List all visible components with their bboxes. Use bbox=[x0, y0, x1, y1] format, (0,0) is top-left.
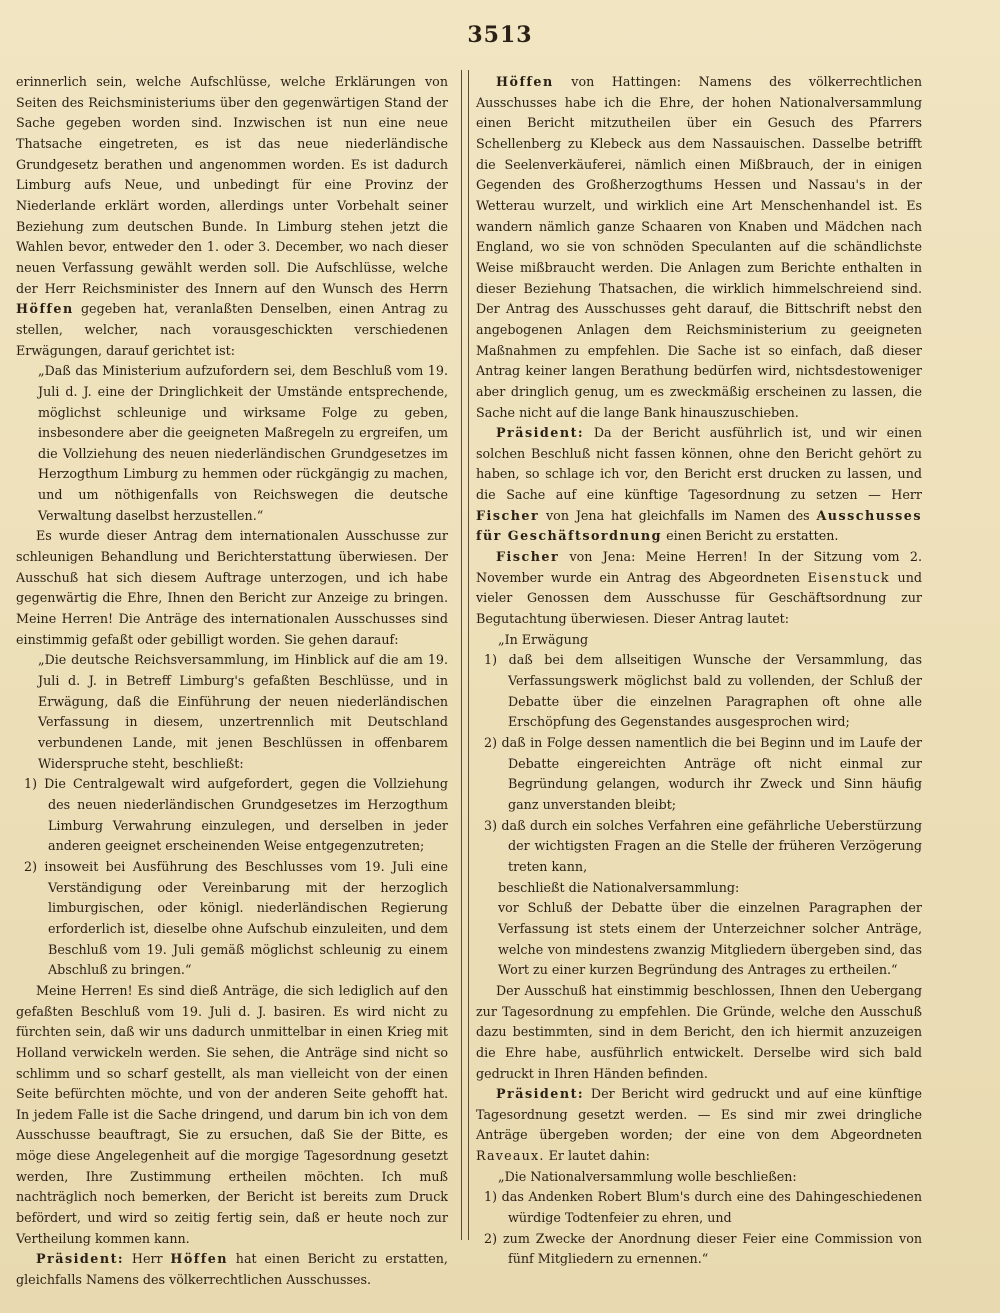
quotation: „Daß das Ministerium aufzufordern sei, dem Beschluß vom 19. Juli d. J. eine der Dringlichkeit der Umstände entsprechende, möglichst schleunige und wirksame Folge zu geben, insbesondere aber die geeigneten Maßregeln zu ergreifen, um die Vollziehung des neuen niederländischen Grundgesetzes im Herzogthum Limburg zu hemmen oder rückgängig zu machen, und um nöthigenfalls von Reichswegen die deutsche Verwaltung daselbst herzustellen.“ bbox=[38, 363, 448, 523]
list-item: 2) zum Zwecke der Anordnung dieser Feier eine Commission von fünf Mitgliedern zu ernennen.“ bbox=[484, 1230, 922, 1267]
paragraph bbox=[476, 1084, 922, 1167]
quotation: „Die deutsche Reichsversammlung, im Hinblick auf die am 19. Juli d. J. in Betreff Limburg's gefaßten Beschlüsse, und in Erwägung, daß die Einführung der neuen niederländischen Verfassung in diesem, unzertrennlich mit Deutschland verbundenen Lande, mit jenen Beschlüssen in offenbarem Widerspruche steht, beschließt: bbox=[38, 652, 448, 771]
list-item: 1) das Andenken Robert Blum's durch eine des Dahingeschiedenen würdige Todtenfeier zu ehren, und bbox=[484, 1189, 922, 1226]
deputy-name: Raveaux. bbox=[476, 1148, 545, 1164]
speaker-name: Fischer bbox=[476, 507, 540, 523]
deputy-name: Eisenstuck bbox=[807, 569, 890, 585]
text: erinnerlich sein, welche Aufschlüsse, welche Erklärungen von Seiten des Reichsministeriums über den gegenwärtigen Stand der Sache gegeben worden sind. Inzwischen ist nun eine neue Thatsache eingetreten, es ist das neue niederländische Grundgesetz berathen und angenommen worden. Es ist dadurch Limburg aufs Neue, und unbedingt für eine Provinz der Niederlande erklärt worden, allerdings unter Vorbehalt seiner Beziehung zum deutschen Bunde. In Limburg stehen jetzt die Wahlen bevor, entweder den 1. oder 3. December, wo nach dieser neuen Verfassung gewählt werden soll. Die Aufschlüsse, welche der Herr Reichsminister des Innern auf den Wunsch des Herrn bbox=[16, 74, 448, 296]
resolution-heading: beschließt die Nationalversammlung: bbox=[498, 879, 740, 895]
text: Herr bbox=[131, 1251, 163, 1267]
text: Der Bericht wird gedruckt und auf eine künftige Tagesordnung gesetzt werden. — Es sind mir zwei dringliche Anträge übergeben worden; der eine von dem Abgeordneten bbox=[476, 1086, 922, 1143]
list-item: 2) daß in Folge dessen namentlich die bei Beginn und im Laufe der Debatte eingereichten Anträge oft nicht einmal zur Begründung gelangen, wodurch ihr Zweck und Sinn häufig ganz unverstanden bleibt; bbox=[484, 735, 922, 812]
text: von Jena: Meine Herren! In der Sitzung vom 2. November wurde ein Antrag des Abgeordneten bbox=[476, 549, 922, 585]
speaker-label: Präsident: bbox=[496, 1086, 585, 1102]
right-column bbox=[476, 72, 922, 1270]
paragraph bbox=[476, 423, 922, 547]
left-column bbox=[16, 72, 448, 1291]
list-item: 2) insoweit bei Ausführung des Beschlusses vom 19. Juli eine Verständigung oder Vereinbarung mit der herzoglich limburgischen, oder königl. niederländischen Regierung erforderlich ist, dieselbe ohne Aufschub einzuleiten, und dem Beschluß vom 19. Juli gemäß möglichst schleunig zu einem Abschluß zu bringen.“ bbox=[24, 858, 448, 978]
text: von Hattingen: Namens des völkerrechtlichen Ausschusses habe ich die Ehre, der hohen Nationalversammlung einen Bericht mitzutheilen über ein Gesuch des Pfarrers Schellenberg zu Klebeck aus dem Nassauischen. Dasselbe betrifft die Seelenverkäuferei, nämlich einen Mißbrauch, der in einigen Gegenden des Großherzogthums Hessen und Nassau's in der Wetterau wurzelt, und wirklich eine Art Menschenhandel ist. Es wandern nämlich ganze Schaaren von Knaben und Mädchen nach England, wo sie von schnöden Speculanten auf die schändlichste Weise mißbraucht werden. Die Anlagen zum Berichte enthalten in dieser Beziehung Thatsachen, die wirklich himmelschreiend sind. Der Antrag des Ausschusses geht darauf, die Bittschrift nebst den angebogenen Anlagen dem Reichsministerium zu geeigneten Maßnahmen zu empfehlen. Die Sache ist so einfach, daß dieser Antrag keiner langen Berathung bedürfen wird, nichtsdestoweniger aber dringlich genug, um es zweckmäßig erscheinen zu lassen, die Sache nicht auf die lange Bank hinauszuschieben. bbox=[476, 74, 922, 420]
paragraph bbox=[16, 72, 448, 361]
quotation-heading: „In Erwägung bbox=[498, 631, 589, 647]
text: hat einen Bericht zu erstatten, gleichfalls Namens des völkerrechtlichen Ausschusses. bbox=[16, 1251, 448, 1288]
column-divider bbox=[461, 70, 469, 1240]
paragraph: Der Ausschuß hat einstimmig beschlossen, Ihnen den Uebergang zur Tagesordnung zu empfehlen. Die Gründe, welche den Ausschuß dazu bestimmten, sind in dem Bericht, den ich hiermit anzuzeigen die Ehre habe, ausführlich entwickelt. Derselbe wird sich bald gedruckt in Ihren Händen befinden. bbox=[476, 982, 922, 1081]
paragraph bbox=[476, 547, 922, 630]
list-item: 1) Die Centralgewalt wird aufgefordert, gegen die Vollziehung des neuen niederländischen Grundgesetzes im Herzogthum Limburg Verwahrung einzulegen, und derselben in jeder anderen geeignet erscheinenden Weise entgegenzutreten; bbox=[24, 776, 448, 854]
text: und vieler Genossen dem Ausschusse für Geschäftsordnung zur Begutachtung überwiesen. Dieser Antrag lautet: bbox=[476, 569, 922, 627]
speaker-name: Fischer bbox=[496, 549, 560, 565]
list-item: 1) daß bei dem allseitigen Wunsche der Versammlung, das Verfassungswerk möglichst bald zu vollenden, der Schluß der Debatte über die einzelnen Paragraphen oft ohne alle Erschöpfung des Gegenstandes ausgesprochen wird; bbox=[484, 652, 922, 730]
speaker-name: Höffen bbox=[170, 1251, 229, 1267]
text: von Jena hat gleichfalls im Namen des bbox=[546, 507, 810, 523]
text: Da der Bericht ausführlich ist, und wir einen solchen Beschluß nicht fassen können, ohne den Bericht gehört zu haben, so schlage ich vor, den Bericht erst drucken zu lassen, und die Sache auf eine künftige Tagesordnung zu setzen — Herr bbox=[476, 425, 922, 503]
speaker-name: Höffen bbox=[496, 74, 554, 89]
committee-name: Ausschusses für Geschäftsordnung bbox=[476, 507, 922, 544]
speaker-name: Höffen bbox=[16, 301, 74, 317]
speaker-label: Präsident: bbox=[496, 425, 585, 441]
list-item: 3) daß durch ein solches Verfahren eine gefährliche Ueberstürzung der wichtigsten Fragen an die Stelle der früheren Verzögerung treten kann, bbox=[484, 817, 922, 874]
paragraph: Es wurde dieser Antrag dem internationalen Ausschusse zur schleunigen Behandlung und Berichterstattung überwiesen. Der Ausschuß hat sich diesem Auftrage unterzogen, und ich habe gegenwärtig die Ehre, Ihnen den Bericht zur Anzeige zu bringen. Meine Herren! Die Anträge des internationalen Ausschusses sind einstimmig gefaßt oder gebilligt worden. Sie gehen darauf: bbox=[16, 528, 448, 647]
resolution-text: vor Schluß der Debatte über die einzelnen Paragraphen der Verfassung ist stets einem der Unterzeichner solcher Anträge, welche von mindestens zwanzig Mitgliedern übergeben sind, das Wort zu einer kurzen Begründung des Antrages zu ertheilen.“ bbox=[498, 900, 922, 978]
quotation-heading: „Die Nationalversammlung wolle beschließen: bbox=[498, 1168, 797, 1184]
paragraph bbox=[16, 1249, 448, 1290]
speaker-label: Präsident: bbox=[36, 1251, 125, 1267]
page-number: 3513 bbox=[467, 22, 533, 48]
text: Er lautet dahin: bbox=[548, 1148, 650, 1164]
text: gegeben hat, veranlaßten Denselben, einen Antrag zu stellen, welcher, nach vorausgeschickten verschiedenen Erwägungen, darauf gerichtet ist: bbox=[16, 301, 448, 358]
paragraph: Meine Herren! Es sind dieß Anträge, die sich lediglich auf den gefaßten Beschluß vom 19. Juli d. J. basiren. Es wird nicht zu fürchten sein, daß wir uns dadurch unmittelbar in einen Krieg mit Holland verwickeln werden. Sie sehen, die Anträge sind nicht so schlimm und so scharf gestellt, als man vielleicht von der einen Seite befürchten möchte, und von der anderen Seite gehofft hat. In jedem Falle ist die Sache dringend, und darum bin ich von dem Ausschusse beauftragt, Sie zu ersuchen, daß Sie der Bitte, es möge diese Angelegenheit auf die morgige Tagesordnung gesetzt werden, Ihre Zustimmung ertheilen möchten. Ich muß nachträglich noch bemerken, der Bericht ist bereits zum Druck befördert, und wird so zeitig fertig sein, daß er heute noch zur Vertheilung kommen kann. bbox=[16, 982, 448, 1246]
paragraph bbox=[476, 72, 922, 423]
text: einen Bericht zu erstatten. bbox=[666, 528, 839, 544]
